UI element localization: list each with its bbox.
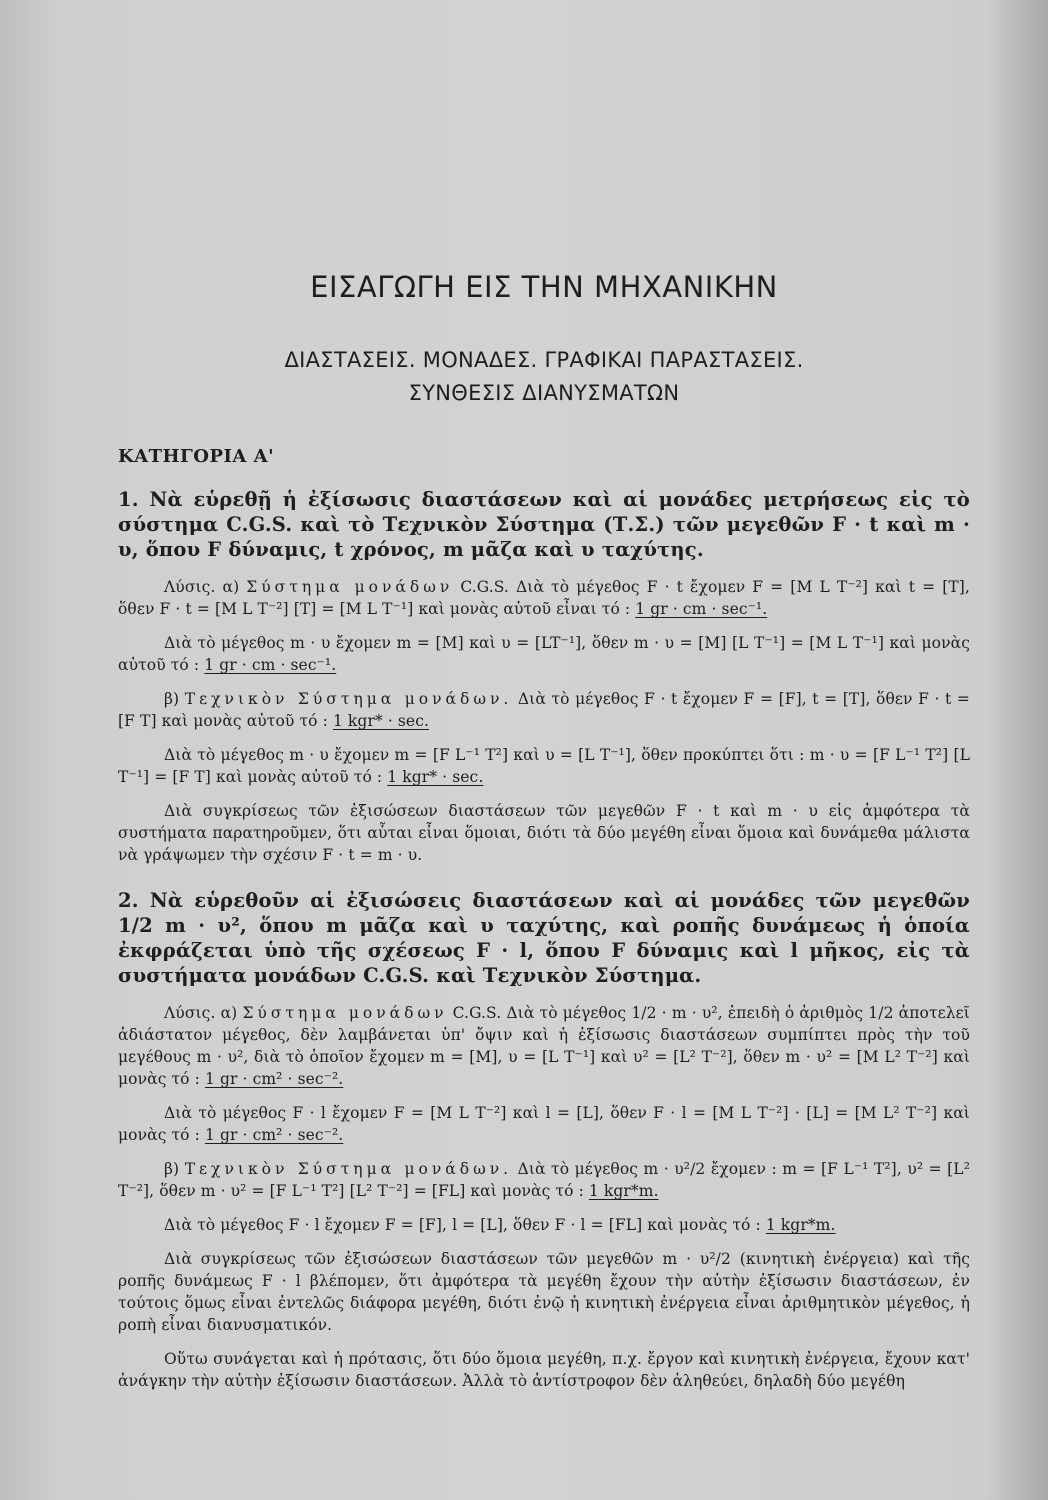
solution-text: Διὰ τὸ μέγεθος m · υ²/2 ἔχομεν : m = [F L⁻¹ T²], υ² = [L² T⁻²], ὅθεν m · υ² = [F L⁻¹ T²] [L² T⁻²] = [FL] καὶ μονὰς τό : [118, 1160, 971, 1200]
page-content [118, 270, 970, 1404]
unit-result: 1 gr · cm · sec⁻¹. [635, 600, 768, 618]
unit-result: 1 kgr*m. [765, 1216, 836, 1234]
solution-text: C.G.S. Διὰ τὸ μέγεθος 1/2 · m · υ², ἐπειδὴ ὁ ἀριθμὸς 1/2 ἀποτελεῖ ἀδιάστατον μέγεθος, δὲν λαμβάνεται ὑπ' ὄψιν καὶ ἡ ἐξίσωσις διαστάσεων συμπίπτει πρὸς τὴν τοῦ μεγέθους m · υ², διὰ τὸ ὁποῖον ἔχομεν m = [M], υ = [L T⁻¹] καὶ υ² = [L² T⁻²], ὅθεν m · υ² = [M L² T⁻²] καὶ μονὰς τό : [118, 1004, 970, 1088]
system-name: Σύστημα μονάδων [242, 1004, 448, 1022]
solution-text: Διὰ τὸ μέγεθος m · υ ἔχομεν m = [M] καὶ υ = [LT⁻¹], ὅθεν m · υ = [M] [L T⁻¹] = [M L T⁻¹] καὶ μονὰς αὐτοῦ τό : [118, 634, 970, 674]
solution-a-2 [118, 1102, 970, 1146]
problem-1-statement [118, 487, 970, 562]
solution-text: Διὰ τὸ μέγεθος F · l ἔχομεν F = [M L T⁻²] καὶ l = [L], ὅθεν F · l = [M L T⁻²] · [L] = [M L² T⁻²] καὶ μονὰς τό : [118, 1104, 970, 1144]
unit-result: 1 kgr*m. [588, 1182, 659, 1200]
unit-result: 1 kgr* · sec. [332, 712, 430, 730]
problem-2-statement [118, 888, 970, 988]
system-name: Τεχνικὸν Σύστημα μονάδων. [184, 690, 513, 708]
solution-b-2 [118, 1214, 970, 1236]
final-paragraph: Οὕτω συνάγεται καὶ ἡ πρότασις, ὅτι δύο ὅμοια μεγέθη, π.χ. ἔργον καὶ κινητικὴ ἐνέργεια, ἔχουν κατ' ἀνάγκην τὴν αὐτὴν ἐξίσωσιν διαστάσεων. Ἀλλὰ τὸ ἀντίστροφον δὲν ἀληθεύει, δηλαδὴ δύο μεγέθη [118, 1350, 970, 1390]
solution-text: Διὰ τὸ μέγεθος F · t ἔχομεν F = [F], t = [T], ὅθεν F · t = [F T] καὶ μονὰς αὐτοῦ τό : [118, 690, 971, 730]
subtitle-line: ΣΥΝΘΕΣΙΣ ΔΙΑΝΥΣΜΑΤΩΝ [408, 381, 680, 405]
solution-a [118, 1002, 970, 1090]
conclusion: Διὰ συγκρίσεως τῶν ἐξισώσεων διαστάσεων τῶν μεγεθῶν F · t καὶ m · υ εἰς ἀμφότερα τὰ συστήματα παρατηροῦμεν, ὅτι αὗται εἶναι ὅμοιαι, διότι τὰ δύο μεγέθη εἶναι ὅμοια καὶ δυνάμεθα μάλιστα νὰ γράψωμεν τὴν σχέσιν F · t = m · υ. [118, 802, 970, 864]
solution-b [118, 688, 970, 732]
solution-text: Διὰ τὸ μέγεθος F · l ἔχομεν F = [F], l = [L], ὅθεν F · l = [FL] καὶ μονὰς τό : [164, 1216, 766, 1234]
system-name: Σύστημα μονάδων [246, 578, 454, 596]
solution-text: C.G.S. Διὰ τὸ μέγεθος F · t ἔχομεν F = [M L T⁻²] καὶ t = [T], ὅθεν F · t = [M L T⁻²] [T] = [M L T⁻¹] καὶ μονὰς αὐτοῦ εἶναι τό : [118, 578, 970, 618]
page-title: ΕΙΣΑΓΩΓΗ ΕΙΣ ΤΗΝ ΜΗΧΑΝΙΚΗΝ [310, 270, 778, 304]
unit-result: 1 gr · cm · sec⁻¹. [204, 656, 337, 674]
solution-b-2 [118, 744, 970, 788]
unit-result: 1 gr · cm² · sec⁻². [205, 1126, 344, 1144]
page-subtitle [118, 344, 970, 410]
problem-text: Νὰ εὑρεθοῦν αἱ ἐξισώσεις διαστάσεων καὶ αἱ μονάδες τῶν μεγεθῶν 1/2 m · υ², ὅπου m μᾶζα καὶ υ ταχύτης, καὶ ροπῆς δυνάμεως ἡ ὁποία ἐκφράζεται ὑπὸ τῆς σχέσεως F · l, ὅπου F δύναμις καὶ l μῆκος, εἰς τὰ συστήματα μονάδων C.G.S. καὶ Τεχνικὸν Σύστημα. [118, 889, 970, 987]
problem-number: 2. [118, 889, 139, 912]
solution-lead: β) [164, 1160, 180, 1178]
system-name: Τεχνικὸν Σύστημα μονάδων. [184, 1160, 513, 1178]
solution-a-2 [118, 632, 970, 676]
subtitle-line: ΔΙΑΣΤΑΣΕΙΣ. ΜΟΝΑΔΕΣ. ΓΡΑΦΙΚΑΙ ΠΑΡΑΣΤΑΣΕΙΣ. [284, 348, 804, 372]
solution-b [118, 1158, 970, 1202]
solution-lead: β) [164, 690, 180, 708]
solution-lead: Λύσις. α) [164, 1004, 238, 1022]
solution-text: Διὰ τὸ μέγεθος m · υ ἔχομεν m = [F L⁻¹ T²] καὶ υ = [L T⁻¹], ὅθεν προκύπτει ὅτι : m · υ = [F L⁻¹ T²] [L T⁻¹] = [F T] καὶ μονὰς αὐτοῦ τό : [118, 746, 970, 786]
problem-number: 1. [118, 488, 139, 511]
unit-result: 1 kgr* · sec. [387, 768, 484, 786]
solution-lead: Λύσις. α) [164, 578, 240, 596]
unit-result: 1 gr · cm² · sec⁻². [205, 1070, 344, 1088]
problem-text: Νὰ εὑρεθῇ ἡ ἐξίσωσις διαστάσεων καὶ αἱ μονάδες μετρήσεως εἰς τὸ σύστημα C.G.S. καὶ τὸ Τεχνικὸν Σύστημα (Τ.Σ.) τῶν μεγεθῶν F · t καὶ m · υ, ὅπου F δύναμις, t χρόνος, m μᾶζα καὶ υ ταχύτης. [118, 488, 970, 561]
conclusion: Διὰ συγκρίσεως τῶν ἐξισώσεων διαστάσεων τῶν μεγεθῶν m · υ²/2 (κινητικὴ ἐνέργεια) καὶ τῆς ροπῆς δυνάμεως F · l βλέπομεν, ὅτι ἀμφότερα τὰ μεγέθη ἔχουν τὴν αὐτὴν ἐξίσωσιν διαστάσεων, ἐν τούτοις ὅμως εἶναι ἐντελῶς διάφορα μεγέθη, διότι ἐνῷ ἡ κινητικὴ ἐνέργεια εἶναι ἀριθμητικὸν μέγεθος, ἡ ροπὴ εἶναι διανυσματικόν. [118, 1250, 970, 1334]
solution-a [118, 576, 970, 620]
category-heading: ΚΑΤΗΓΟΡΙΑ Α' [118, 446, 275, 467]
